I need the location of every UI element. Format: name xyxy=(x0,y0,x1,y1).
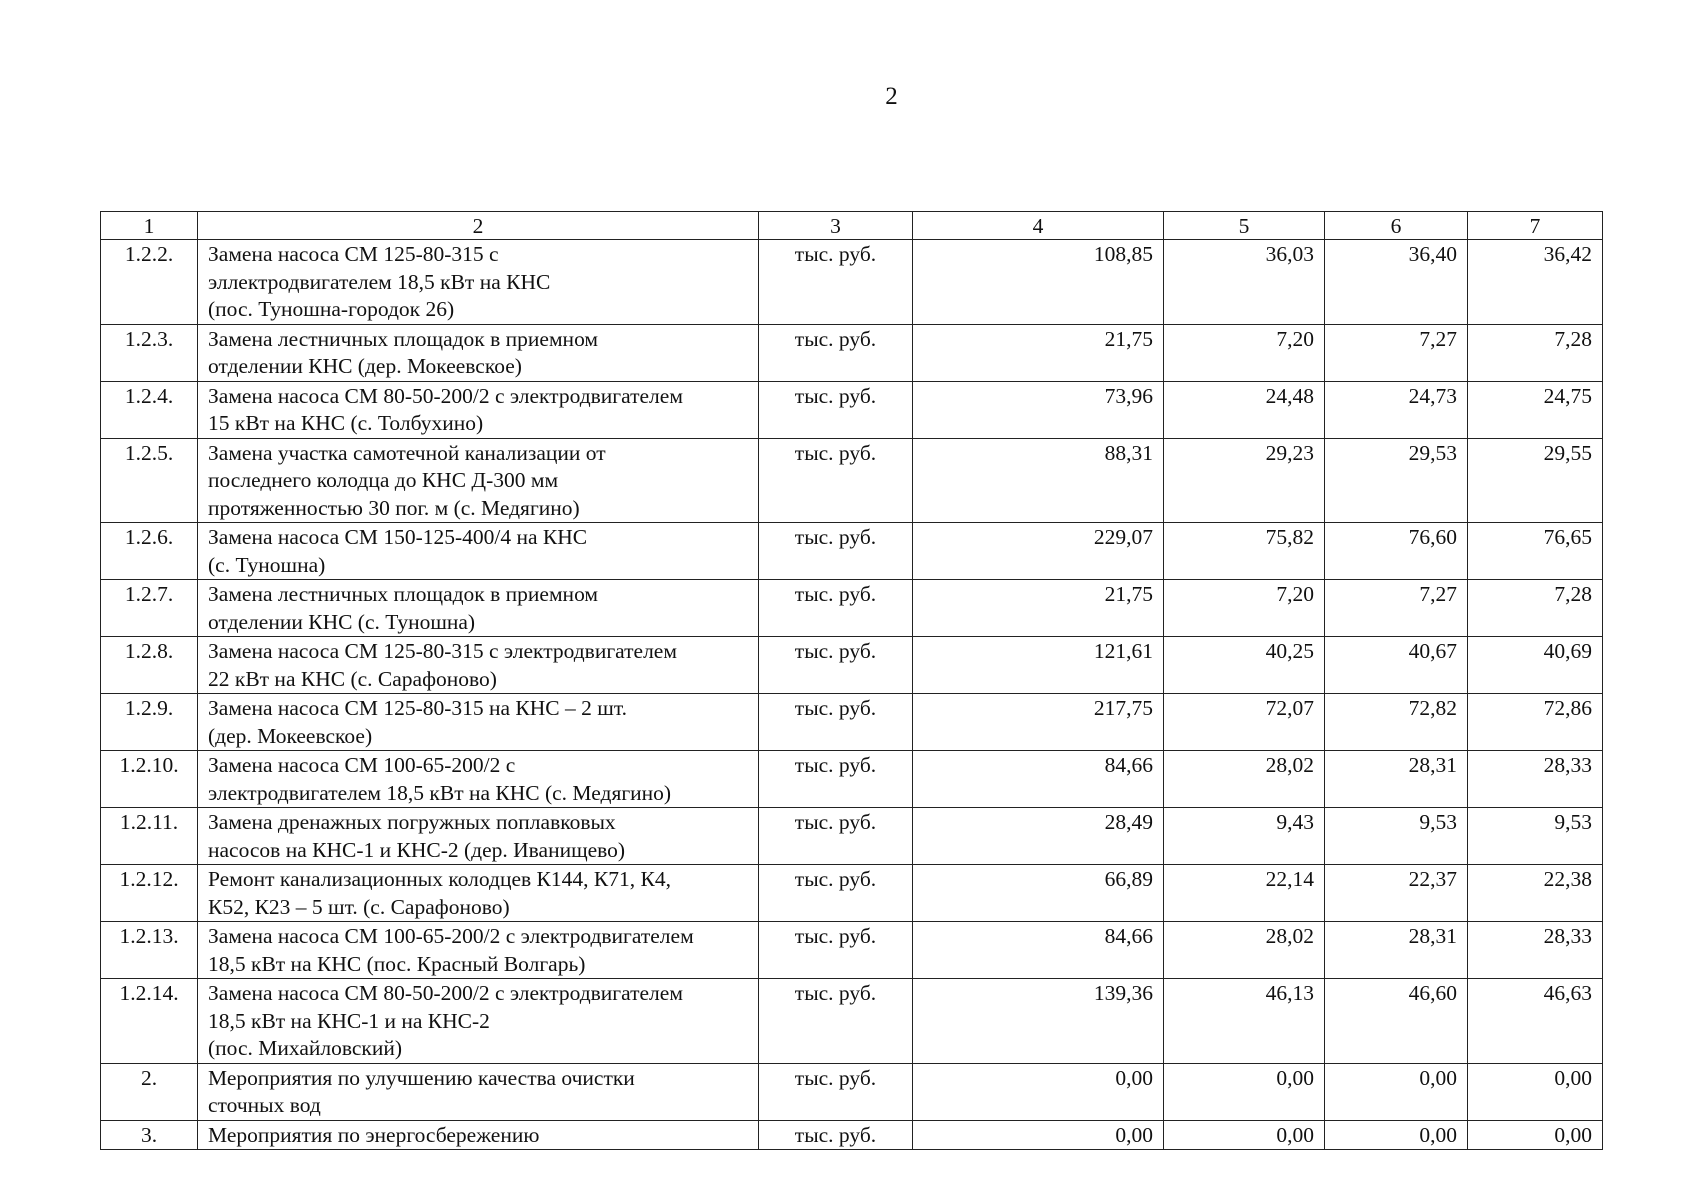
measure-name xyxy=(198,637,759,694)
measure-name-line: (пос. Туношна-городок 26) xyxy=(208,297,455,321)
value-year-1: 24,48 xyxy=(1164,381,1325,438)
measures-table xyxy=(100,211,1603,1150)
measure-name-line: электродвигателем 18,5 кВт на КНС (с. Медягино) xyxy=(208,780,672,805)
unit: тыс. руб. xyxy=(759,694,913,751)
table-row xyxy=(101,381,1603,438)
value-year-1: 7,20 xyxy=(1164,324,1325,381)
value-year-2: 0,00 xyxy=(1325,1063,1468,1120)
value-year-3: 72,86 xyxy=(1468,694,1603,751)
measure-name-line: Мероприятия по энергосбережению xyxy=(208,1122,540,1147)
unit: тыс. руб. xyxy=(759,979,913,1064)
row-number: 1.2.9. xyxy=(101,694,198,751)
value-year-3: 36,42 xyxy=(1468,240,1603,325)
measure-name-line: 22 кВт на КНС (с. Сарафоново) xyxy=(208,666,497,691)
measure-name xyxy=(198,865,759,922)
value-year-3: 0,00 xyxy=(1468,1120,1603,1150)
measure-name-line: Замена насоса СМ 80-50-200/2 с электродвигателем xyxy=(208,383,683,408)
unit: тыс. руб. xyxy=(759,580,913,637)
row-number: 1.2.3. xyxy=(101,324,198,381)
measure-name xyxy=(198,381,759,438)
measure-name xyxy=(198,694,759,751)
measure-name-line: (пос. Михайловский) xyxy=(208,1036,403,1060)
measure-name-line: Ремонт канализационных колодцев К144, К71, К4, xyxy=(208,867,671,891)
value-year-2: 7,27 xyxy=(1325,580,1468,637)
table-row xyxy=(101,580,1603,637)
value-year-3: 28,33 xyxy=(1468,922,1603,979)
measure-name-line: Мероприятия по улучшению качества очистки xyxy=(208,1065,635,1090)
row-number: 1.2.8. xyxy=(101,637,198,694)
value-total: 84,66 xyxy=(913,751,1164,808)
row-number: 1.2.4. xyxy=(101,381,198,438)
value-year-2: 46,60 xyxy=(1325,979,1468,1064)
value-year-2: 28,31 xyxy=(1325,751,1468,808)
value-year-3: 7,28 xyxy=(1468,324,1603,381)
row-number: 1.2.11. xyxy=(101,808,198,865)
unit: тыс. руб. xyxy=(759,637,913,694)
measure-name xyxy=(198,922,759,979)
value-total: 84,66 xyxy=(913,922,1164,979)
value-year-2: 36,40 xyxy=(1325,240,1468,325)
header-col-4: 4 xyxy=(913,212,1164,240)
measure-name-line: Замена дренажных погружных поплавковых xyxy=(208,810,616,834)
measure-name-line: Замена лестничных площадок в приемном xyxy=(208,326,599,351)
value-year-1: 22,14 xyxy=(1164,865,1325,922)
table-row xyxy=(101,523,1603,580)
row-number: 1.2.14. xyxy=(101,979,198,1064)
value-total: 108,85 xyxy=(913,240,1164,325)
value-year-2: 29,53 xyxy=(1325,438,1468,523)
measure-name-line: Замена насоса СМ 125-80-315 с xyxy=(208,242,499,266)
unit: тыс. руб. xyxy=(759,865,913,922)
measure-name-line: 18,5 кВт на КНС-1 и на КНС-2 xyxy=(208,1008,490,1033)
header-col-1: 1 xyxy=(101,212,198,240)
measure-name xyxy=(198,240,759,325)
value-year-1: 0,00 xyxy=(1164,1120,1325,1150)
value-total: 28,49 xyxy=(913,808,1164,865)
value-year-2: 9,53 xyxy=(1325,808,1468,865)
unit: тыс. руб. xyxy=(759,381,913,438)
unit: тыс. руб. xyxy=(759,808,913,865)
value-year-1: 40,25 xyxy=(1164,637,1325,694)
header-col-2: 2 xyxy=(198,212,759,240)
value-total: 21,75 xyxy=(913,580,1164,637)
value-year-1: 72,07 xyxy=(1164,694,1325,751)
value-year-1: 7,20 xyxy=(1164,580,1325,637)
measure-name-line: отделении КНС (дер. Мокеевское) xyxy=(208,354,522,378)
measure-name-line: эллектродвигателем 18,5 кВт на КНС xyxy=(208,269,551,294)
measure-name xyxy=(198,438,759,523)
value-year-1: 75,82 xyxy=(1164,523,1325,580)
header-col-3: 3 xyxy=(759,212,913,240)
measure-name xyxy=(198,808,759,865)
row-number: 1.2.2. xyxy=(101,240,198,325)
page-number: 2 xyxy=(885,83,898,110)
value-year-2: 0,00 xyxy=(1325,1120,1468,1150)
unit: тыс. руб. xyxy=(759,751,913,808)
value-year-3: 76,65 xyxy=(1468,523,1603,580)
unit: тыс. руб. xyxy=(759,324,913,381)
header-col-6: 6 xyxy=(1325,212,1468,240)
unit: тыс. руб. xyxy=(759,1063,913,1120)
measure-name-line: Замена участка самотечной канализации от xyxy=(208,440,606,465)
measure-name-line: (дер. Мокеевское) xyxy=(208,723,373,748)
measure-name-line: последнего колодца до КНС Д-300 мм xyxy=(208,468,559,492)
value-total: 121,61 xyxy=(913,637,1164,694)
table-header-row xyxy=(101,212,1603,240)
value-year-3: 22,38 xyxy=(1468,865,1603,922)
value-year-1: 28,02 xyxy=(1164,922,1325,979)
row-number: 3. xyxy=(101,1120,198,1150)
table-row xyxy=(101,808,1603,865)
measure-name-line: Замена насоса СМ 150-125-400/4 на КНС xyxy=(208,525,588,549)
measure-name-line: насосов на КНС-1 и КНС-2 (дер. Иванищево) xyxy=(208,837,626,862)
table-row xyxy=(101,979,1603,1064)
measure-name-line: Замена насоса СМ 125-80-315 с электродвигателем xyxy=(208,639,677,663)
measure-name xyxy=(198,324,759,381)
measure-name-line: отделении КНС (с. Туношна) xyxy=(208,609,476,634)
measure-name-line: (с. Туношна) xyxy=(208,552,326,577)
value-year-3: 46,63 xyxy=(1468,979,1603,1064)
value-year-1: 36,03 xyxy=(1164,240,1325,325)
value-year-2: 24,73 xyxy=(1325,381,1468,438)
value-year-1: 0,00 xyxy=(1164,1063,1325,1120)
value-year-2: 76,60 xyxy=(1325,523,1468,580)
measure-name xyxy=(198,979,759,1064)
unit: тыс. руб. xyxy=(759,922,913,979)
row-number: 1.2.10. xyxy=(101,751,198,808)
table-row xyxy=(101,438,1603,523)
unit: тыс. руб. xyxy=(759,240,913,325)
unit: тыс. руб. xyxy=(759,438,913,523)
value-year-2: 72,82 xyxy=(1325,694,1468,751)
table-body xyxy=(101,212,1603,1150)
value-total: 66,89 xyxy=(913,865,1164,922)
value-year-1: 46,13 xyxy=(1164,979,1325,1064)
value-year-3: 24,75 xyxy=(1468,381,1603,438)
value-total: 0,00 xyxy=(913,1063,1164,1120)
value-year-3: 7,28 xyxy=(1468,580,1603,637)
table-row xyxy=(101,751,1603,808)
header-col-5: 5 xyxy=(1164,212,1325,240)
table-row xyxy=(101,240,1603,325)
row-number: 1.2.7. xyxy=(101,580,198,637)
unit: тыс. руб. xyxy=(759,1120,913,1150)
row-number: 1.2.6. xyxy=(101,523,198,580)
value-total: 139,36 xyxy=(913,979,1164,1064)
measure-name xyxy=(198,1063,759,1120)
unit: тыс. руб. xyxy=(759,523,913,580)
header-col-7: 7 xyxy=(1468,212,1603,240)
value-year-3: 9,53 xyxy=(1468,808,1603,865)
value-year-3: 40,69 xyxy=(1468,637,1603,694)
measure-name xyxy=(198,523,759,580)
value-year-2: 40,67 xyxy=(1325,637,1468,694)
measure-name-line: 18,5 кВт на КНС (пос. Красный Волгарь) xyxy=(208,951,586,976)
table-row xyxy=(101,1120,1603,1150)
measure-name xyxy=(198,751,759,808)
value-year-2: 7,27 xyxy=(1325,324,1468,381)
value-total: 0,00 xyxy=(913,1120,1164,1150)
table-row xyxy=(101,1063,1603,1120)
value-total: 229,07 xyxy=(913,523,1164,580)
value-year-1: 28,02 xyxy=(1164,751,1325,808)
row-number: 1.2.5. xyxy=(101,438,198,523)
value-year-1: 29,23 xyxy=(1164,438,1325,523)
table-row xyxy=(101,324,1603,381)
value-total: 88,31 xyxy=(913,438,1164,523)
measure-name-line: Замена насоса СМ 125-80-315 на КНС – 2 шт. xyxy=(208,696,627,720)
value-total: 21,75 xyxy=(913,324,1164,381)
value-year-3: 29,55 xyxy=(1468,438,1603,523)
measure-name-line: Замена насоса СМ 80-50-200/2 с электродвигателем xyxy=(208,981,683,1005)
measure-name-line: 15 кВт на КНС (с. Толбухино) xyxy=(208,411,484,435)
value-total: 217,75 xyxy=(913,694,1164,751)
measure-name-line: протяженностью 30 пог. м (с. Медягино) xyxy=(208,495,580,520)
row-number: 1.2.12. xyxy=(101,865,198,922)
measure-name-line: Замена насоса СМ 100-65-200/2 с xyxy=(208,753,516,777)
measure-name xyxy=(198,1120,759,1150)
table-row xyxy=(101,637,1603,694)
measure-name-line: сточных вод xyxy=(208,1093,321,1117)
row-number: 2. xyxy=(101,1063,198,1120)
value-year-1: 9,43 xyxy=(1164,808,1325,865)
value-year-3: 0,00 xyxy=(1468,1063,1603,1120)
measure-name-line: Замена насоса СМ 100-65-200/2 с электродвигателем xyxy=(208,924,694,948)
value-year-2: 22,37 xyxy=(1325,865,1468,922)
value-total: 73,96 xyxy=(913,381,1164,438)
table-row xyxy=(101,922,1603,979)
measure-name-line: Замена лестничных площадок в приемном xyxy=(208,582,599,606)
measure-name-line: К52, К23 – 5 шт. (с. Сарафоново) xyxy=(208,894,510,919)
value-year-2: 28,31 xyxy=(1325,922,1468,979)
value-year-3: 28,33 xyxy=(1468,751,1603,808)
table-row xyxy=(101,694,1603,751)
measure-name xyxy=(198,580,759,637)
row-number: 1.2.13. xyxy=(101,922,198,979)
table-row xyxy=(101,865,1603,922)
